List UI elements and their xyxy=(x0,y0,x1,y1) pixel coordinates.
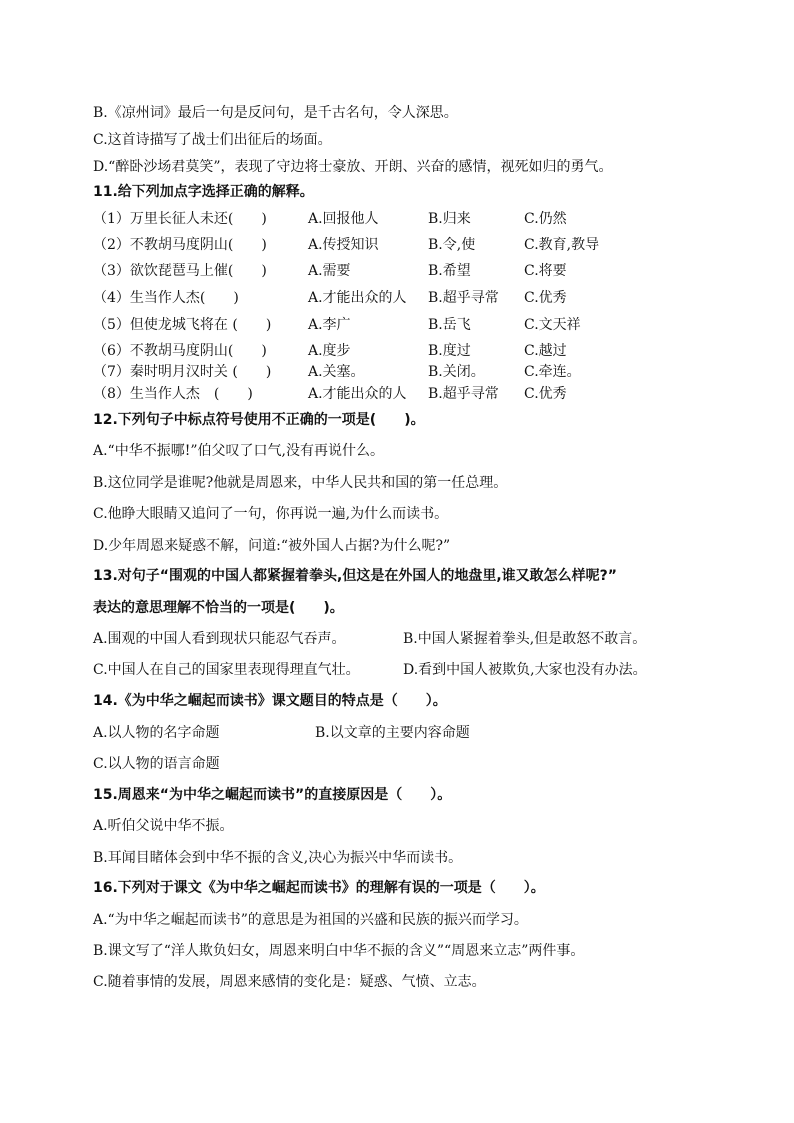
q11-row-7-option-c: C.牵连。 xyxy=(524,364,581,380)
q11-row-5-item: （5）但使龙城飞将在 ( ) xyxy=(93,317,272,333)
q11-row-6-option-c: C.越过 xyxy=(524,343,567,359)
q11-row-8-option-b: B.超乎寻常 xyxy=(428,386,499,402)
q11-row-3-item: （3）欲饮琵琶马上催( ) xyxy=(93,263,267,279)
q11-row-5-option-a: A.李广 xyxy=(308,317,351,333)
q11-row-2-option-c: C.教育,教导 xyxy=(524,237,600,253)
q11-row-3-option-c: C.将要 xyxy=(524,263,567,279)
q11-row-2-option-a: A.传授知识 xyxy=(308,237,379,253)
q11-row-4-option-c: C.优秀 xyxy=(524,290,567,306)
q16-option-c: C.随着事情的发展，周恩来感情的变化是：疑惑、气愤、立志。 xyxy=(93,974,486,990)
q11-row-5-option-b: B.岳飞 xyxy=(428,317,471,333)
q11-row-3-option-a: A.需要 xyxy=(308,263,351,279)
q16-option-b: B.课文写了“洋人欺负妇女，周恩来明白中华不振的含义”“周恩来立志”两件事。 xyxy=(93,943,585,959)
q11-row-1-item: （1）万里长征人未还( ) xyxy=(93,211,267,227)
q11-row-1-option-c: C.仍然 xyxy=(524,211,567,227)
q12-option-a: A.“中华不振哪!”伯父叹了口气,没有再说什么。 xyxy=(93,443,384,459)
q10-option-c: C.这首诗描写了战士们出征后的场面。 xyxy=(93,132,332,148)
q13-title-line-1: 13.对句子“围观的中国人都紧握着拳头,但这是在外国人的地盘里,谁又敢怎么样呢?” xyxy=(93,568,617,584)
q13-option-a: A.围观的中国人看到现状只能忍气吞声。 xyxy=(93,631,346,647)
q11-row-6-option-b: B.度过 xyxy=(428,343,471,359)
q11-row-7-item: （7）秦时明月汉时关 ( ) xyxy=(93,364,272,380)
q11-row-4-option-a: A.才能出众的人 xyxy=(308,290,407,306)
q12-option-c: C.他睁大眼睛又追问了一句，你再说一遍,为什么而读书。 xyxy=(93,506,449,522)
q11-row-6-item: （6）不教胡马度阴山( ) xyxy=(93,343,267,359)
q11-row-3-option-b: B.希望 xyxy=(428,263,471,279)
q16-option-a: A.“为中华之崛起而读书”的意思是为祖国的兴盛和民族的振兴而学习。 xyxy=(93,912,528,928)
q15-option-a: A.听伯父说中华不振。 xyxy=(93,818,234,834)
q12-title: 12.下列句子中标点符号使用不正确的一项是( )。 xyxy=(93,412,425,428)
q11-title: 11.给下列加点字选择正确的解释。 xyxy=(93,184,314,200)
q13-option-c: C.中国人在自己的国家里表现得理直气壮。 xyxy=(93,662,360,678)
q14-title: 14.《为中华之崛起而读书》课文题目的特点是（ ）。 xyxy=(93,693,447,709)
q11-row-8-option-a: A.才能出众的人 xyxy=(308,386,407,402)
q12-option-d: D.少年周恩来疑惑不解，问道:“被外国人占据?为什么呢?” xyxy=(93,538,451,554)
q10-option-b: B.《凉州词》最后一句是反问句，是千古名句，令人深思。 xyxy=(93,105,458,121)
q10-option-d: D.“醉卧沙场君莫笑”，表现了守边将士豪放、开朗、兴奋的感情，视死如归的勇气。 xyxy=(93,159,613,175)
q13-title-line-2: 表达的意思理解不恰当的一项是( )。 xyxy=(93,600,344,616)
q11-row-8-item: （8）生当作人杰 ( ) xyxy=(93,386,253,402)
q11-row-7-option-a: A.关塞。 xyxy=(308,364,365,380)
q15-option-b: B.耳闻目睹体会到中华不振的含义,决心为振兴中华而读书。 xyxy=(93,850,463,866)
q13-option-b: B.中国人紧握着拳头,但是敢怒不敢言。 xyxy=(403,631,647,647)
q11-row-1-option-b: B.归来 xyxy=(428,211,471,227)
q15-title: 15.周恩来“为中华之崛起而读书”的直接原因是（ ）。 xyxy=(93,787,452,803)
q11-row-1-option-a: A.回报他人 xyxy=(308,211,379,227)
q11-row-2-item: （2）不教胡马度阴山( ) xyxy=(93,237,267,253)
q14-option-b: B.以文章的主要内容命题 xyxy=(315,725,470,741)
q16-title: 16.下列对于课文《为中华之崛起而读书》的理解有误的一项是（ ）。 xyxy=(93,880,545,896)
q11-row-5-option-c: C.文天祥 xyxy=(524,317,581,333)
q13-option-d: D.看到中国人被欺负,大家也没有办法。 xyxy=(403,662,647,678)
q11-row-4-item: （4）生当作人杰( ) xyxy=(93,290,239,306)
q11-row-2-option-b: B.令,使 xyxy=(428,237,476,253)
q11-row-7-option-b: B.关闭。 xyxy=(428,364,485,380)
q11-row-8-option-c: C.优秀 xyxy=(524,386,567,402)
q11-row-6-option-a: A.度步 xyxy=(308,343,351,359)
q11-row-4-option-b: B.超乎寻常 xyxy=(428,290,499,306)
q14-option-a: A.以人物的名字命题 xyxy=(93,725,220,741)
q14-option-c: C.以人物的语言命题 xyxy=(93,756,220,772)
q12-option-b: B.这位同学是谁呢?他就是周恩来，中华人民共和国的第一任总理。 xyxy=(93,475,508,491)
